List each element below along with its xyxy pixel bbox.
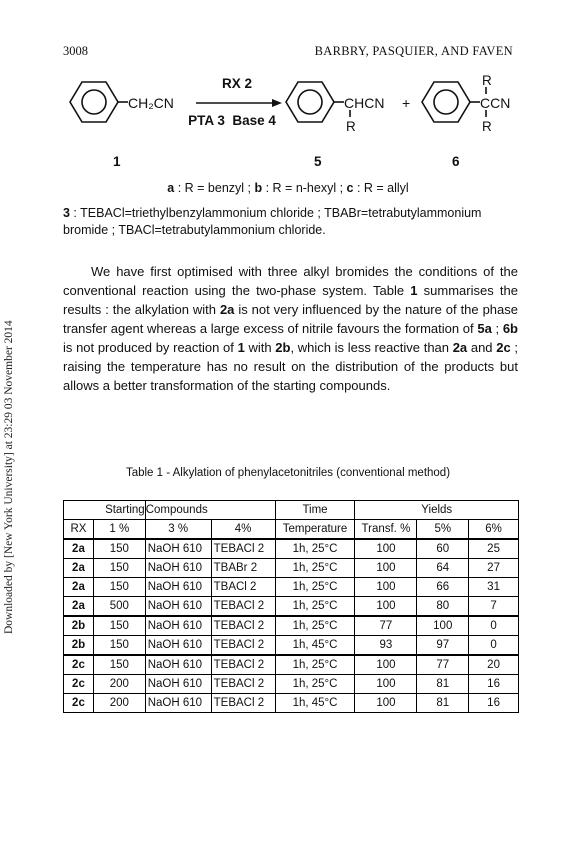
cell-yield6: 16 <box>469 675 519 694</box>
running-head-authors: BARBRY, PASQUIER, AND FAVEN <box>314 44 513 58</box>
table-row <box>64 539 519 559</box>
substituent-legend: a : R = benzyl ; b : R = n-hexyl ; c : R = allyl <box>167 181 409 195</box>
arrow-reagent-bottom: PTA 3 Base 4 <box>188 113 276 128</box>
arrow-reagent-top: RX 2 <box>221 76 253 91</box>
cell-base: NaOH 610 <box>145 578 211 597</box>
cell-transf: 93 <box>355 636 417 656</box>
header-starting: Starting <box>64 501 146 520</box>
cell-yield5: 97 <box>417 636 469 656</box>
benzene-ring-1 <box>70 82 128 122</box>
cell-base: NaOH 610 <box>145 655 211 675</box>
table-row <box>64 675 519 694</box>
cell-nitrile: 150 <box>93 636 145 656</box>
compound-label-1: 1 <box>113 154 121 169</box>
download-watermark: Downloaded by [New York University] at 23:29 03 November 2014 <box>3 320 15 634</box>
cell-time-temp: 1h, 25°C <box>275 597 355 617</box>
cell-pta: TEBACl 2 <box>211 694 275 713</box>
cell-time-temp: 1h, 25°C <box>275 675 355 694</box>
cell-time-temp: 1h, 45°C <box>275 636 355 656</box>
product6-substituent-bottom: R <box>482 119 492 134</box>
cell-yield6: 7 <box>469 597 519 617</box>
cell-pta: TEBACl 2 <box>211 539 275 559</box>
cell-nitrile: 150 <box>93 655 145 675</box>
cell-rx: 2a <box>64 597 94 617</box>
cell-transf: 100 <box>355 655 417 675</box>
col-header-3: 3 % <box>145 520 211 540</box>
cell-pta: TEBACl 2 <box>211 655 275 675</box>
cell-nitrile: 200 <box>93 694 145 713</box>
col-header-4: 4% <box>211 520 275 540</box>
cell-yield5: 60 <box>417 539 469 559</box>
cell-yield6: 0 <box>469 616 519 636</box>
cell-transf: 100 <box>355 675 417 694</box>
page-number: 3008 <box>63 44 88 58</box>
pta-abbreviation-note: 3 : TEBACl=triethylbenzylammonium chloride ; TBABr=tetrabutylammonium bromide ; TBACl=tetrabutylammonium chloride. <box>63 206 482 237</box>
cell-base: NaOH 610 <box>145 636 211 656</box>
cell-rx: 2b <box>64 616 94 636</box>
cell-yield6: 0 <box>469 636 519 656</box>
cell-nitrile: 150 <box>93 616 145 636</box>
cell-nitrile: 500 <box>93 597 145 617</box>
cell-time-temp: 1h, 25°C <box>275 539 355 559</box>
header-time: Time <box>275 501 355 520</box>
cell-yield5: 81 <box>417 675 469 694</box>
col-header-temperature: Temperature <box>275 520 355 540</box>
cell-nitrile: 150 <box>93 539 145 559</box>
cell-transf: 77 <box>355 616 417 636</box>
reactant-group: CH₂CN <box>128 95 174 111</box>
cell-yield6: 20 <box>469 655 519 675</box>
cell-yield6: 25 <box>469 539 519 559</box>
cell-yield6: 31 <box>469 578 519 597</box>
cell-base: NaOH 610 <box>145 616 211 636</box>
results-table <box>63 500 519 713</box>
cell-yield5: 100 <box>417 616 469 636</box>
table-row <box>64 636 519 656</box>
cell-base: NaOH 610 <box>145 597 211 617</box>
cell-pta: TEBACl 2 <box>211 675 275 694</box>
cell-pta: TBABr 2 <box>211 559 275 578</box>
col-header-6: 6% <box>469 520 519 540</box>
table-row <box>64 616 519 636</box>
product5-group: CHCN <box>344 95 385 111</box>
cell-base: NaOH 610 <box>145 539 211 559</box>
cell-yield5: 77 <box>417 655 469 675</box>
header-yields: Yields <box>355 501 519 520</box>
compound-label-6: 6 <box>452 154 460 169</box>
product5-substituent: R <box>346 119 356 134</box>
body-paragraph: We have first optimised with three alkyl bromides the conditions of the conventional reaction using the two-phase system. Table 1 summarises the results : the alkylation with 2a is not very influenced by the nature of the phase transfer agent whereas a large excess of nitrile favours the formation of 5a ; 6b is not produced by reaction of 1 with 2b, which is less reactive than 2a and 2c ; raising the temperature has no result on the distribution of the products but allows a better transformation of the starting compounds. <box>63 264 518 393</box>
cell-transf: 100 <box>355 539 417 559</box>
cell-yield6: 27 <box>469 559 519 578</box>
cell-rx: 2a <box>64 578 94 597</box>
cell-yield6: 16 <box>469 694 519 713</box>
cell-time-temp: 1h, 25°C <box>275 616 355 636</box>
cell-pta: TEBACl 2 <box>211 616 275 636</box>
cell-base: NaOH 610 <box>145 694 211 713</box>
table-row <box>64 694 519 713</box>
cell-rx: 2b <box>64 636 94 656</box>
product6-substituent-top: R <box>482 73 492 88</box>
cell-transf: 100 <box>355 694 417 713</box>
cell-base: NaOH 610 <box>145 675 211 694</box>
cell-nitrile: 200 <box>93 675 145 694</box>
plus-sign: + <box>402 95 411 111</box>
cell-base: NaOH 610 <box>145 559 211 578</box>
benzene-ring-6 <box>422 82 486 122</box>
table-row <box>64 655 519 675</box>
reaction-arrow <box>196 99 282 107</box>
benzene-ring-5 <box>286 82 350 122</box>
cell-rx: 2a <box>64 559 94 578</box>
cell-time-temp: 1h, 25°C <box>275 578 355 597</box>
table-group-header-row <box>64 501 519 520</box>
table-row <box>64 597 519 617</box>
product6-group: CCN <box>480 95 511 111</box>
cell-time-temp: 1h, 25°C <box>275 559 355 578</box>
reaction-scheme <box>0 70 576 180</box>
cell-transf: 100 <box>355 559 417 578</box>
cell-rx: 2c <box>64 655 94 675</box>
cell-pta: TBACl 2 <box>211 578 275 597</box>
cell-pta: TEBACl 2 <box>211 597 275 617</box>
col-header-1: 1 % <box>93 520 145 540</box>
cell-yield5: 66 <box>417 578 469 597</box>
cell-nitrile: 150 <box>93 559 145 578</box>
table-row <box>64 559 519 578</box>
cell-pta: TEBACl 2 <box>211 636 275 656</box>
cell-yield5: 64 <box>417 559 469 578</box>
cell-yield5: 80 <box>417 597 469 617</box>
col-header-transf: Transf. % <box>355 520 417 540</box>
cell-rx: 2a <box>64 539 94 559</box>
cell-transf: 100 <box>355 578 417 597</box>
cell-time-temp: 1h, 45°C <box>275 694 355 713</box>
col-header-5: 5% <box>417 520 469 540</box>
table-caption: Table 1 - Alkylation of phenylacetonitriles (conventional method) <box>125 467 451 479</box>
cell-nitrile: 150 <box>93 578 145 597</box>
col-header-rx: RX <box>64 520 94 540</box>
table-row <box>64 578 519 597</box>
cell-rx: 2c <box>64 675 94 694</box>
header-compounds: Compounds <box>145 501 275 520</box>
cell-yield5: 81 <box>417 694 469 713</box>
table-column-header-row <box>64 520 519 540</box>
cell-time-temp: 1h, 25°C <box>275 655 355 675</box>
compound-label-5: 5 <box>314 154 322 169</box>
cell-transf: 100 <box>355 597 417 617</box>
cell-rx: 2c <box>64 694 94 713</box>
